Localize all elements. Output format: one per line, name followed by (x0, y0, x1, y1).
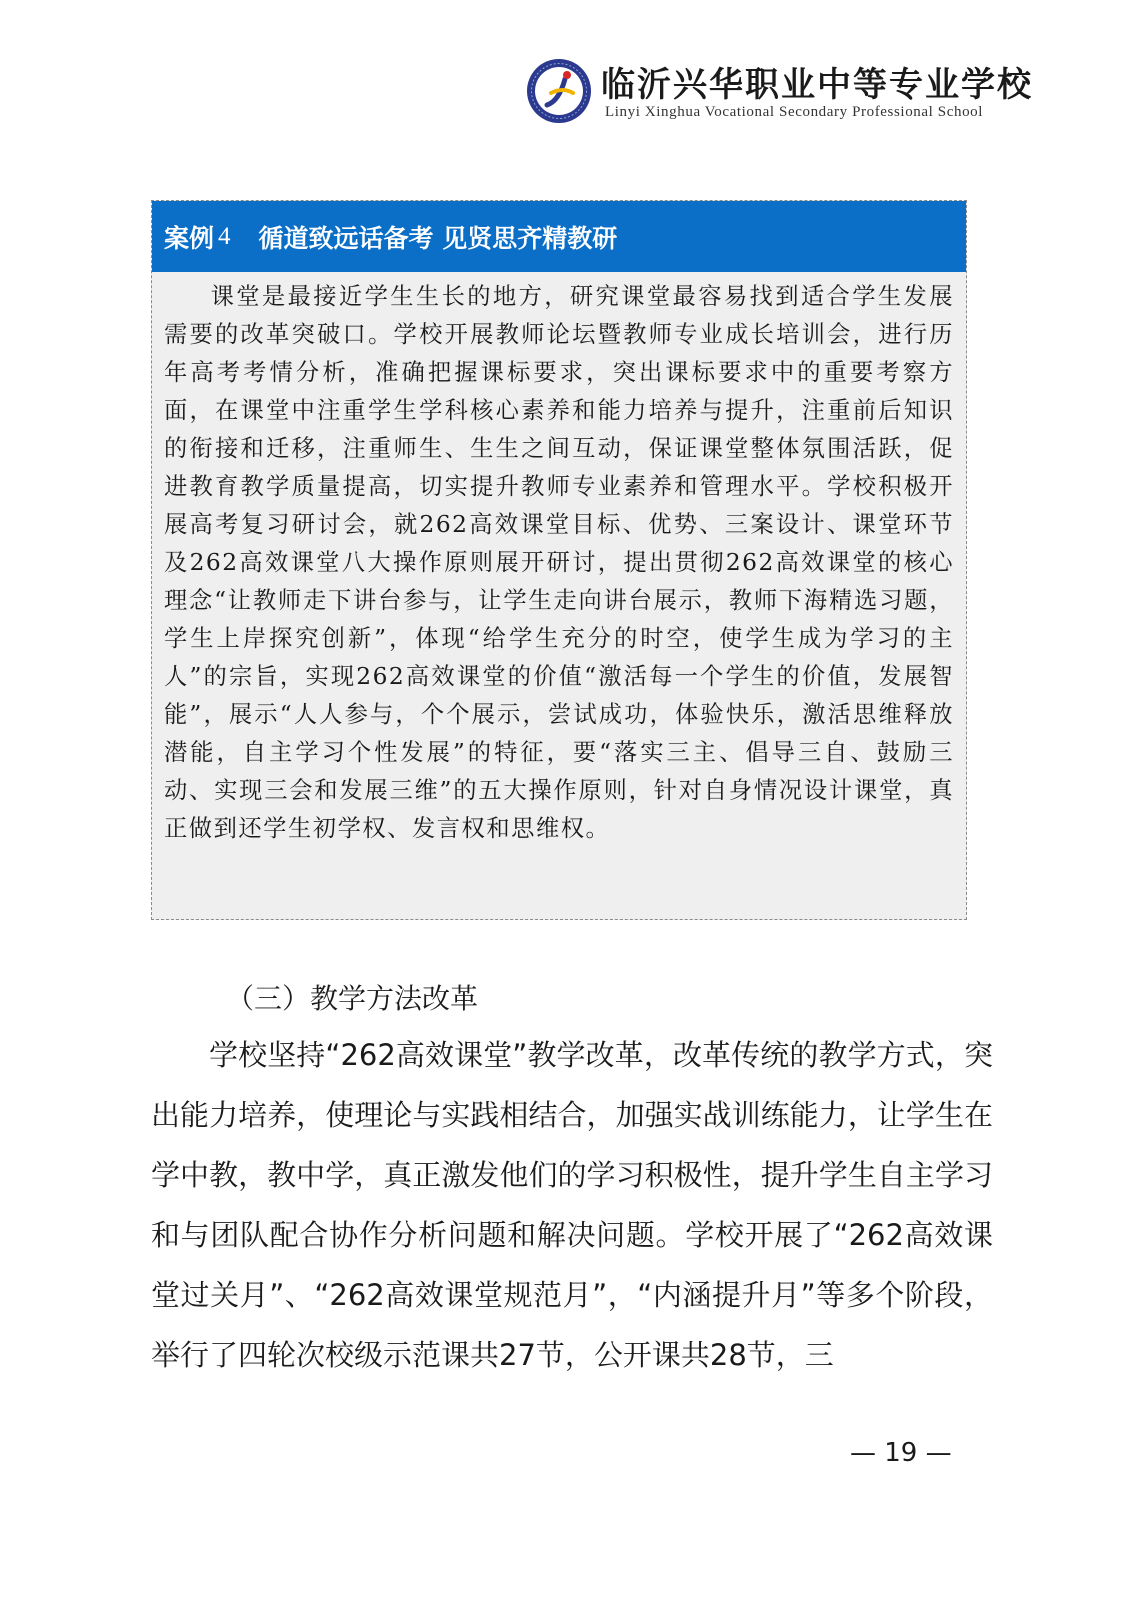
case-box (151, 200, 967, 920)
school-name-cn: 临沂兴华职业中等专业学校 (601, 65, 1033, 105)
case-title: 循道致远话备考 见贤思齐精教研 (258, 223, 618, 253)
case-body-text: 课堂是最接近学生生长的地方，研究课堂最容易找到适合学生发展需要的改革突破口。学校开展教师论坛暨教师专业成长培训会，进行历年高考考情分析，准确把握课标要求，突出课标要求中的重要考察方面，在课堂中注重学生学科核心素养和能力培养与提升，注重前后知识的衔接和迁移，注重师生、生生之间互动，保证课堂整体氛围活跃，促进教育教学质量提高，切实提升教师专业素养和管理水平。学校积极开展高考复习研讨会，就262高效课堂目标、优势、三案设计、课堂环节及262高效课堂八大操作原则展开研讨，提出贯彻262高效课堂的核心理念“让教师走下讲台参与，让学生走向讲台展示，教师下海精选习题，学生上岸探究创新”，体现“给学生充分的时空，使学生成为学习的主人”的宗旨，实现262高效课堂的价值“激活每一个学生的价值，发展智能”，展示“人人参与，个个展示，尝试成功，体验快乐，激活思维释放潜能，自主学习个性发展”的特征，要“落实三主、倡导三自、鼓励三动、实现三会和发展三维”的五大操作原则，针对自身情况设计课堂，真正做到还学生初学权、发言权和思维权。 (164, 283, 954, 842)
case-label: 案例 (164, 223, 215, 253)
case-header (152, 201, 966, 272)
school-name-en: Linyi Xinghua Vocational Secondary Professional School (605, 104, 984, 120)
school-header (525, 55, 1065, 135)
section-paragraph: 学校坚持“262高效课堂”教学改革，改革传统的教学方式，突出能力培养，使理论与实践相结合，加强实战训练能力，让学生在学中教，教中学，真正激发他们的学习积极性，提升学生自主学习和与团队配合协作分析问题和解决问题。学校开展了“262高效课堂过关月”、“262高效课堂规范月”，“内涵提升月”等多个阶段，举行了四轮次校级示范课共27节，公开课共28节，三 (151, 1038, 993, 1372)
section-heading: （三）教学方法改革 (226, 982, 479, 1015)
case-number: 4 (218, 222, 231, 250)
page-number: — 19 — (850, 1438, 952, 1468)
school-logo-icon (525, 57, 593, 125)
